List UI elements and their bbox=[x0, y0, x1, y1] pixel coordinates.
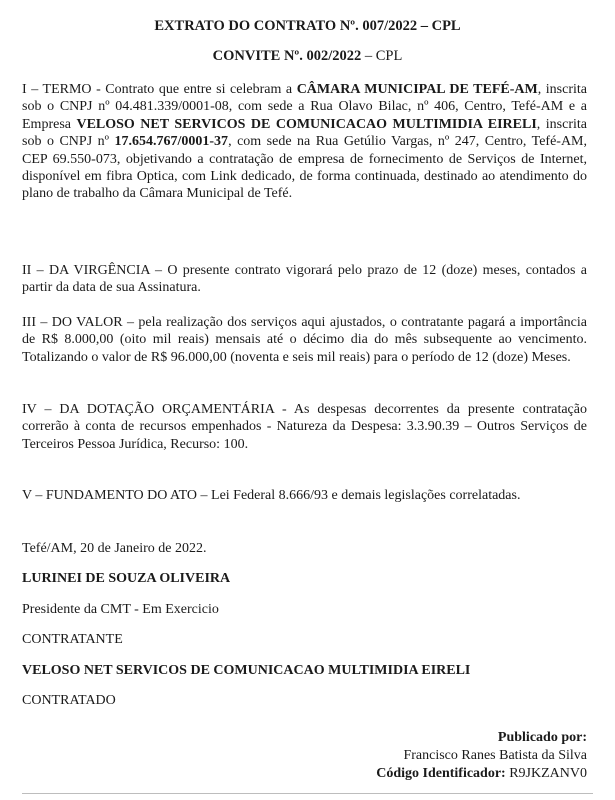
publication-code bbox=[376, 766, 587, 782]
document-subtitle bbox=[0, 48, 615, 65]
contratado-label: CONTRATADO bbox=[22, 693, 116, 708]
subtitle-convite: CONVITE Nº. 002/2022 bbox=[212, 48, 362, 64]
termo-party-camara: CÂMARA MUNICIPAL DE TEFÉ-AM bbox=[296, 82, 538, 97]
signature-date: Tefé/AM, 20 de Janeiro de 2022. bbox=[22, 541, 207, 556]
termo-text-1: I – TERMO - Contrato que entre si celebram a bbox=[22, 82, 297, 97]
termo-text-3: , inscrita sob o CNPJ nº bbox=[22, 116, 587, 150]
subtitle-suffix: – CPL bbox=[361, 48, 403, 64]
document-title: EXTRATO DO CONTRATO Nº. 007/2022 – CPL bbox=[154, 18, 461, 34]
publisher-name: Francisco Ranes Batista da Silva bbox=[403, 748, 587, 763]
code-value: R9JKZANV0 bbox=[505, 766, 587, 781]
clause-vigencia: II – DA VIRGÊNCIA – O presente contrato vigorará pelo prazo de 12 (doze) meses, contados a partir da data de sua Assinatura. bbox=[22, 263, 587, 296]
termo-cnpj-veloso: 17.654.767/0001-37 bbox=[114, 134, 229, 150]
contratado-company: VELOSO NET SERVICOS DE COMUNICACAO MULTIMIDIA EIRELI bbox=[22, 663, 471, 678]
termo-party-veloso: VELOSO NET SERVICOS DE COMUNICACAO MULTIMIDIA EIRELI bbox=[76, 116, 537, 132]
publication-label: Publicado por: bbox=[497, 730, 587, 745]
signer-role: Presidente da CMT - Em Exercicio bbox=[22, 602, 219, 617]
signer-name: LURINEI DE SOUZA OLIVEIRA bbox=[22, 571, 231, 586]
clause-fundamento: V – FUNDAMENTO DO ATO – Lei Federal 8.666/93 e demais legislações correlatadas. bbox=[22, 488, 521, 503]
termo-text-2: , inscrita sob o CNPJ nº 04.481.339/0001-08, com sede a Rua Olavo Bilac, nº 406, Centro, Tefé-AM e a Empresa bbox=[22, 82, 587, 132]
code-label: Código Identificador: bbox=[376, 766, 506, 781]
footer-divider bbox=[22, 793, 593, 794]
clause-termo bbox=[22, 81, 587, 203]
clause-valor: III – DO VALOR – pela realização dos serviços aqui ajustados, o contratante pagará a importância de R$ 8.000,00 (oito mil reais) mensais até o décimo dia do mês subsequente ao vencimento. Totalizando o valor de R$ 96.000,00 (noventa e seis mil reais) para o período de 12 (doze) Meses. bbox=[22, 315, 587, 365]
clause-dotacao: IV – DA DOTAÇÃO ORÇAMENTÁRIA - As despesas decorrentes da presente contratação correrão à conta de recursos empenhados - Natureza da Despesa: 3.3.90.39 – Outros Serviços de Terceiros Pessoa Jurídica, Recurso: 100. bbox=[22, 402, 587, 452]
termo-text-4: , com sede na Rua Getúlio Vargas, nº 247, Centro, Tefé-AM, CEP 69.550-073, objetivando a contratação de empresa de fornecimento de Serviços de Internet, disponível em fibra Optica, com Link dedicado, de forma continuada, destinado ao atendimento do plano de trabalho da Câmara Municipal de Tefé. bbox=[22, 134, 588, 202]
contratante-label: CONTRATANTE bbox=[22, 632, 123, 647]
